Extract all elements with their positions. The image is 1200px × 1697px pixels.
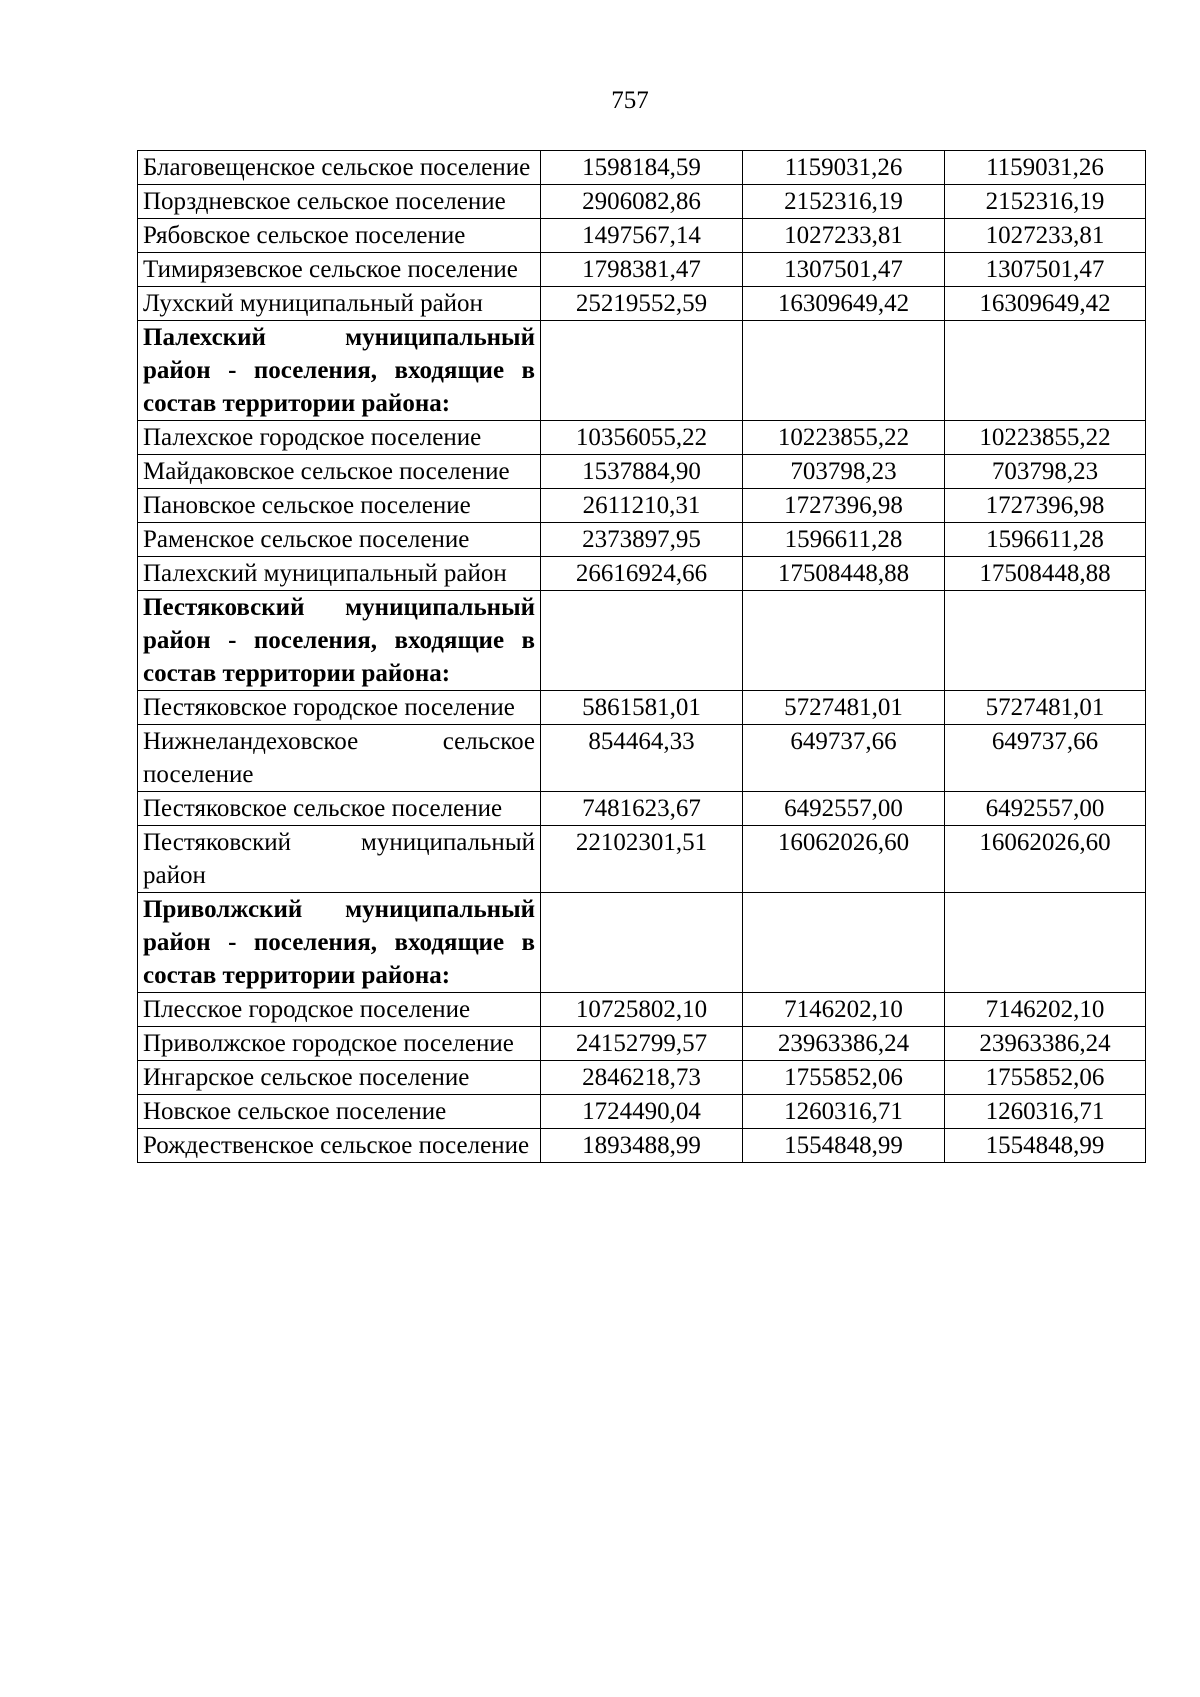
value-col-3: 1260316,71	[945, 1095, 1146, 1129]
value-col-2: 6492557,00	[743, 792, 945, 826]
value-col-3: 17508448,88	[945, 557, 1146, 591]
value-col-1: 1537884,90	[541, 455, 743, 489]
value-col-3: 5727481,01	[945, 691, 1146, 725]
value-col-1: 5861581,01	[541, 691, 743, 725]
row-name: Пестяковский муниципальный район	[138, 826, 541, 893]
value-col-2	[743, 321, 945, 421]
value-col-3: 16309649,42	[945, 287, 1146, 321]
table-row	[138, 455, 1146, 489]
value-col-1: 24152799,57	[541, 1027, 743, 1061]
value-col-2: 703798,23	[743, 455, 945, 489]
table-row	[138, 489, 1146, 523]
value-col-2: 1554848,99	[743, 1129, 945, 1163]
value-col-1: 1598184,59	[541, 151, 743, 185]
table-row	[138, 253, 1146, 287]
value-col-1: 1893488,99	[541, 1129, 743, 1163]
value-col-1: 10356055,22	[541, 421, 743, 455]
row-name: Ингарское сельское поселение	[138, 1061, 541, 1095]
value-col-3: 703798,23	[945, 455, 1146, 489]
table-row	[138, 1061, 1146, 1095]
value-col-3: 1307501,47	[945, 253, 1146, 287]
value-col-2: 1596611,28	[743, 523, 945, 557]
table-row	[138, 1129, 1146, 1163]
section-header-row	[138, 591, 1146, 691]
value-col-2: 16062026,60	[743, 826, 945, 893]
section-title: Пестяковский муниципальный район - поселения, входящие в состав территории района:	[138, 591, 541, 691]
value-col-3	[945, 591, 1146, 691]
row-name: Рождественское сельское поселение	[138, 1129, 541, 1163]
value-col-1: 2906082,86	[541, 185, 743, 219]
value-col-2: 1755852,06	[743, 1061, 945, 1095]
row-name: Рябовское сельское поселение	[138, 219, 541, 253]
table-row	[138, 557, 1146, 591]
value-col-3: 649737,66	[945, 725, 1146, 792]
section-title: Палехский муниципальный район - поселения, входящие в состав территории района:	[138, 321, 541, 421]
value-col-2: 17508448,88	[743, 557, 945, 591]
row-name: Палехское городское поселение	[138, 421, 541, 455]
value-col-2: 5727481,01	[743, 691, 945, 725]
value-col-3: 16062026,60	[945, 826, 1146, 893]
value-col-2: 1727396,98	[743, 489, 945, 523]
value-col-3: 6492557,00	[945, 792, 1146, 826]
section-title: Приволжский муниципальный район - поселения, входящие в состав территории района:	[138, 893, 541, 993]
value-col-1: 7481623,67	[541, 792, 743, 826]
value-col-3: 1727396,98	[945, 489, 1146, 523]
value-col-3: 10223855,22	[945, 421, 1146, 455]
value-col-1: 26616924,66	[541, 557, 743, 591]
row-name: Раменское сельское поселение	[138, 523, 541, 557]
value-col-2: 2152316,19	[743, 185, 945, 219]
table-row	[138, 1095, 1146, 1129]
value-col-2: 1260316,71	[743, 1095, 945, 1129]
value-col-2: 649737,66	[743, 725, 945, 792]
value-col-3: 7146202,10	[945, 993, 1146, 1027]
row-name: Новское сельское поселение	[138, 1095, 541, 1129]
table-row	[138, 421, 1146, 455]
value-col-2: 1027233,81	[743, 219, 945, 253]
value-col-1: 1497567,14	[541, 219, 743, 253]
value-col-2: 16309649,42	[743, 287, 945, 321]
value-col-1	[541, 321, 743, 421]
value-col-1: 2611210,31	[541, 489, 743, 523]
value-col-1: 22102301,51	[541, 826, 743, 893]
row-name: Пановское сельское поселение	[138, 489, 541, 523]
table-row	[138, 185, 1146, 219]
value-col-3: 1159031,26	[945, 151, 1146, 185]
value-col-1: 2846218,73	[541, 1061, 743, 1095]
value-col-2: 7146202,10	[743, 993, 945, 1027]
row-name: Порздневское сельское поселение	[138, 185, 541, 219]
value-col-2: 1159031,26	[743, 151, 945, 185]
row-name: Нижнеландеховское сельское поселение	[138, 725, 541, 792]
value-col-2: 23963386,24	[743, 1027, 945, 1061]
table-row	[138, 151, 1146, 185]
table-row	[138, 993, 1146, 1027]
value-col-1: 1798381,47	[541, 253, 743, 287]
row-name: Благовещенское сельское поселение	[138, 151, 541, 185]
table-row	[138, 826, 1146, 893]
table-row	[138, 691, 1146, 725]
row-name: Майдаковское сельское поселение	[138, 455, 541, 489]
value-col-3	[945, 893, 1146, 993]
value-col-2: 1307501,47	[743, 253, 945, 287]
page-number: 757	[611, 87, 649, 114]
value-col-2: 10223855,22	[743, 421, 945, 455]
row-name: Приволжское городское поселение	[138, 1027, 541, 1061]
section-header-row	[138, 893, 1146, 993]
section-header-row	[138, 321, 1146, 421]
table-row	[138, 725, 1146, 792]
value-col-3: 1027233,81	[945, 219, 1146, 253]
value-col-1	[541, 591, 743, 691]
row-name: Тимирязевское сельское поселение	[138, 253, 541, 287]
value-col-3: 1596611,28	[945, 523, 1146, 557]
value-col-1: 854464,33	[541, 725, 743, 792]
value-col-3: 23963386,24	[945, 1027, 1146, 1061]
value-col-3: 2152316,19	[945, 185, 1146, 219]
row-name: Лухский муниципальный район	[138, 287, 541, 321]
row-name: Пестяковское городское поселение	[138, 691, 541, 725]
value-col-3: 1554848,99	[945, 1129, 1146, 1163]
row-name: Плесское городское поселение	[138, 993, 541, 1027]
row-name: Пестяковское сельское поселение	[138, 792, 541, 826]
budget-table	[137, 150, 1146, 1163]
table-row	[138, 792, 1146, 826]
table-row	[138, 219, 1146, 253]
value-col-1	[541, 893, 743, 993]
table-row	[138, 1027, 1146, 1061]
value-col-1: 2373897,95	[541, 523, 743, 557]
table-row	[138, 287, 1146, 321]
table-row	[138, 523, 1146, 557]
value-col-3	[945, 321, 1146, 421]
row-name: Палехский муниципальный район	[138, 557, 541, 591]
value-col-1: 25219552,59	[541, 287, 743, 321]
value-col-3: 1755852,06	[945, 1061, 1146, 1095]
value-col-2	[743, 893, 945, 993]
value-col-1: 10725802,10	[541, 993, 743, 1027]
value-col-1: 1724490,04	[541, 1095, 743, 1129]
value-col-2	[743, 591, 945, 691]
